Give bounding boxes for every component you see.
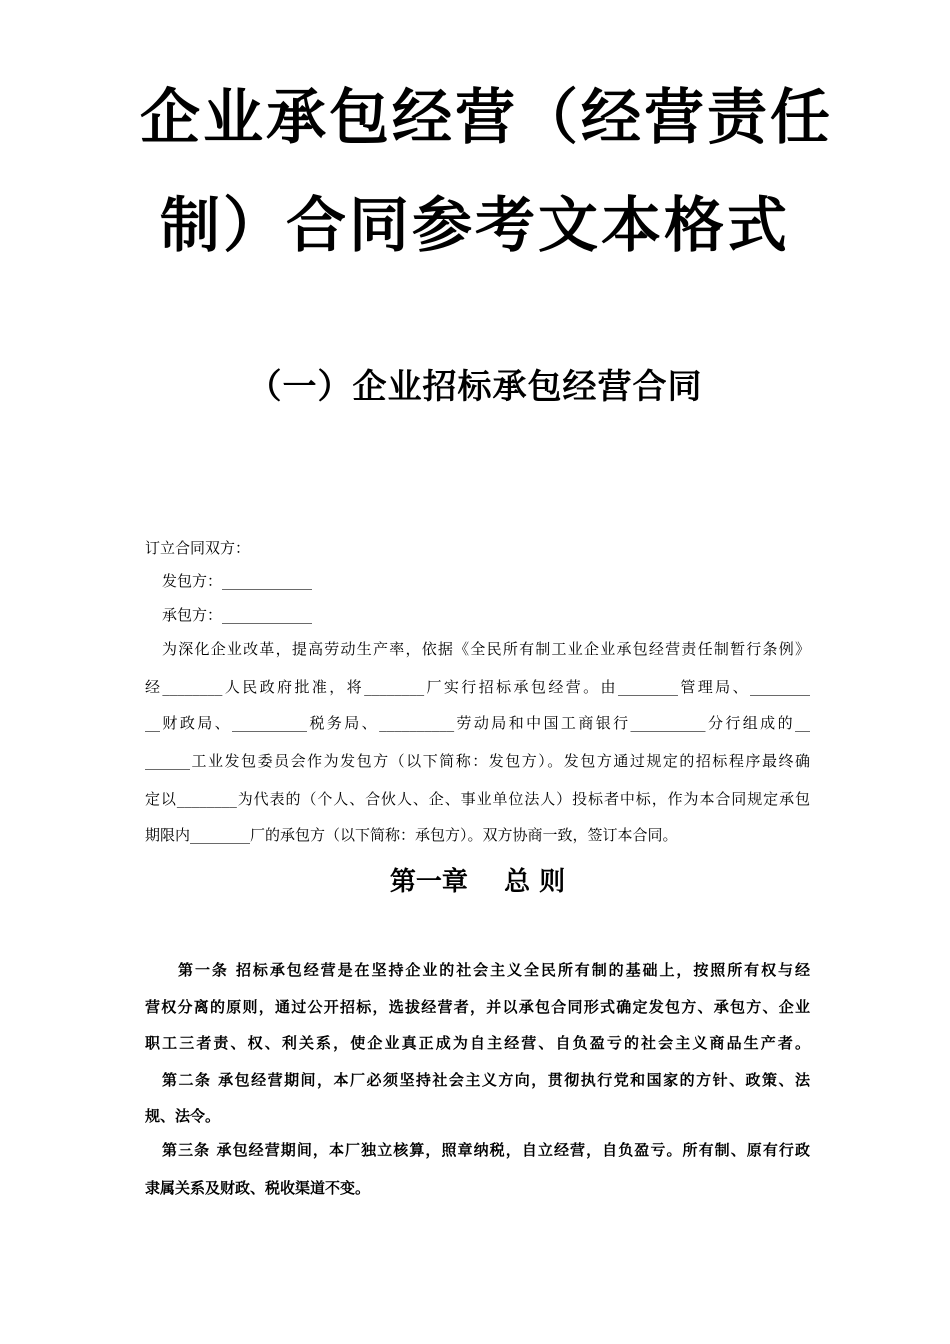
article-3-line: 第三条 承包经营期间，本厂独立核算，照章纳税，自立经营，自负盈亏。所有制、原有行政 <box>162 1141 810 1159</box>
preamble-line: __财政局、__________税务局、__________劳动局和中国工商银行__________分行组成的__ <box>145 714 810 732</box>
article-2-line: 规、法令。 <box>145 1107 221 1125</box>
preamble-line: 期限内________厂的承包方（以下简称：承包方）。双方协商一致，签订本合同。 <box>145 826 678 844</box>
parties-heading: 订立合同双方： <box>145 539 251 557</box>
article-1-line: 第一条 招标承包经营是在坚持企业的社会主义全民所有制的基础上，按照所有权与经 <box>178 961 810 979</box>
preamble-line: 定以________为代表的（个人、合伙人、企、事业单位法人）投标者中标，作为本合同规定承包 <box>145 790 810 808</box>
article-3-line: 隶属关系及财政、税收渠道不变。 <box>145 1179 371 1197</box>
document-subtitle: （一）企业招标承包经营合同 <box>247 367 703 407</box>
article-1-line: 职工三者责、权、利关系，使企业真正成为自主经营、自负盈亏的社会主义商品生产者。 <box>145 1034 810 1052</box>
chapter-title: 第一章 总 则 <box>389 867 566 897</box>
article-1-line: 营权分离的原则，通过公开招标，选拔经营者，并以承包合同形式确定发包方、承包方、企业 <box>145 998 810 1016</box>
preamble-line: ______工业发包委员会作为发包方（以下简称：发包方）。发包方通过规定的招标程序最终确 <box>145 752 810 770</box>
article-2-line: 第二条 承包经营期间，本厂必须坚持社会主义方向，贯彻执行党和国家的方针、政策、法 <box>162 1071 810 1089</box>
preamble-line: 为深化企业改革，提高劳动生产率，依据《全民所有制工业企业承包经营责任制暂行条例》 <box>162 640 810 658</box>
party-contractor: 承包方：____________ <box>162 606 313 624</box>
document-title-line-1: 企业承包经营（经营责任 <box>140 83 833 153</box>
document-title-line-2: 制）合同参考文本格式 <box>160 191 790 261</box>
preamble-line: 经________人民政府批准，将________厂实行招标承包经营。由________管理局、________ <box>145 678 810 696</box>
party-employer: 发包方：____________ <box>162 572 313 590</box>
